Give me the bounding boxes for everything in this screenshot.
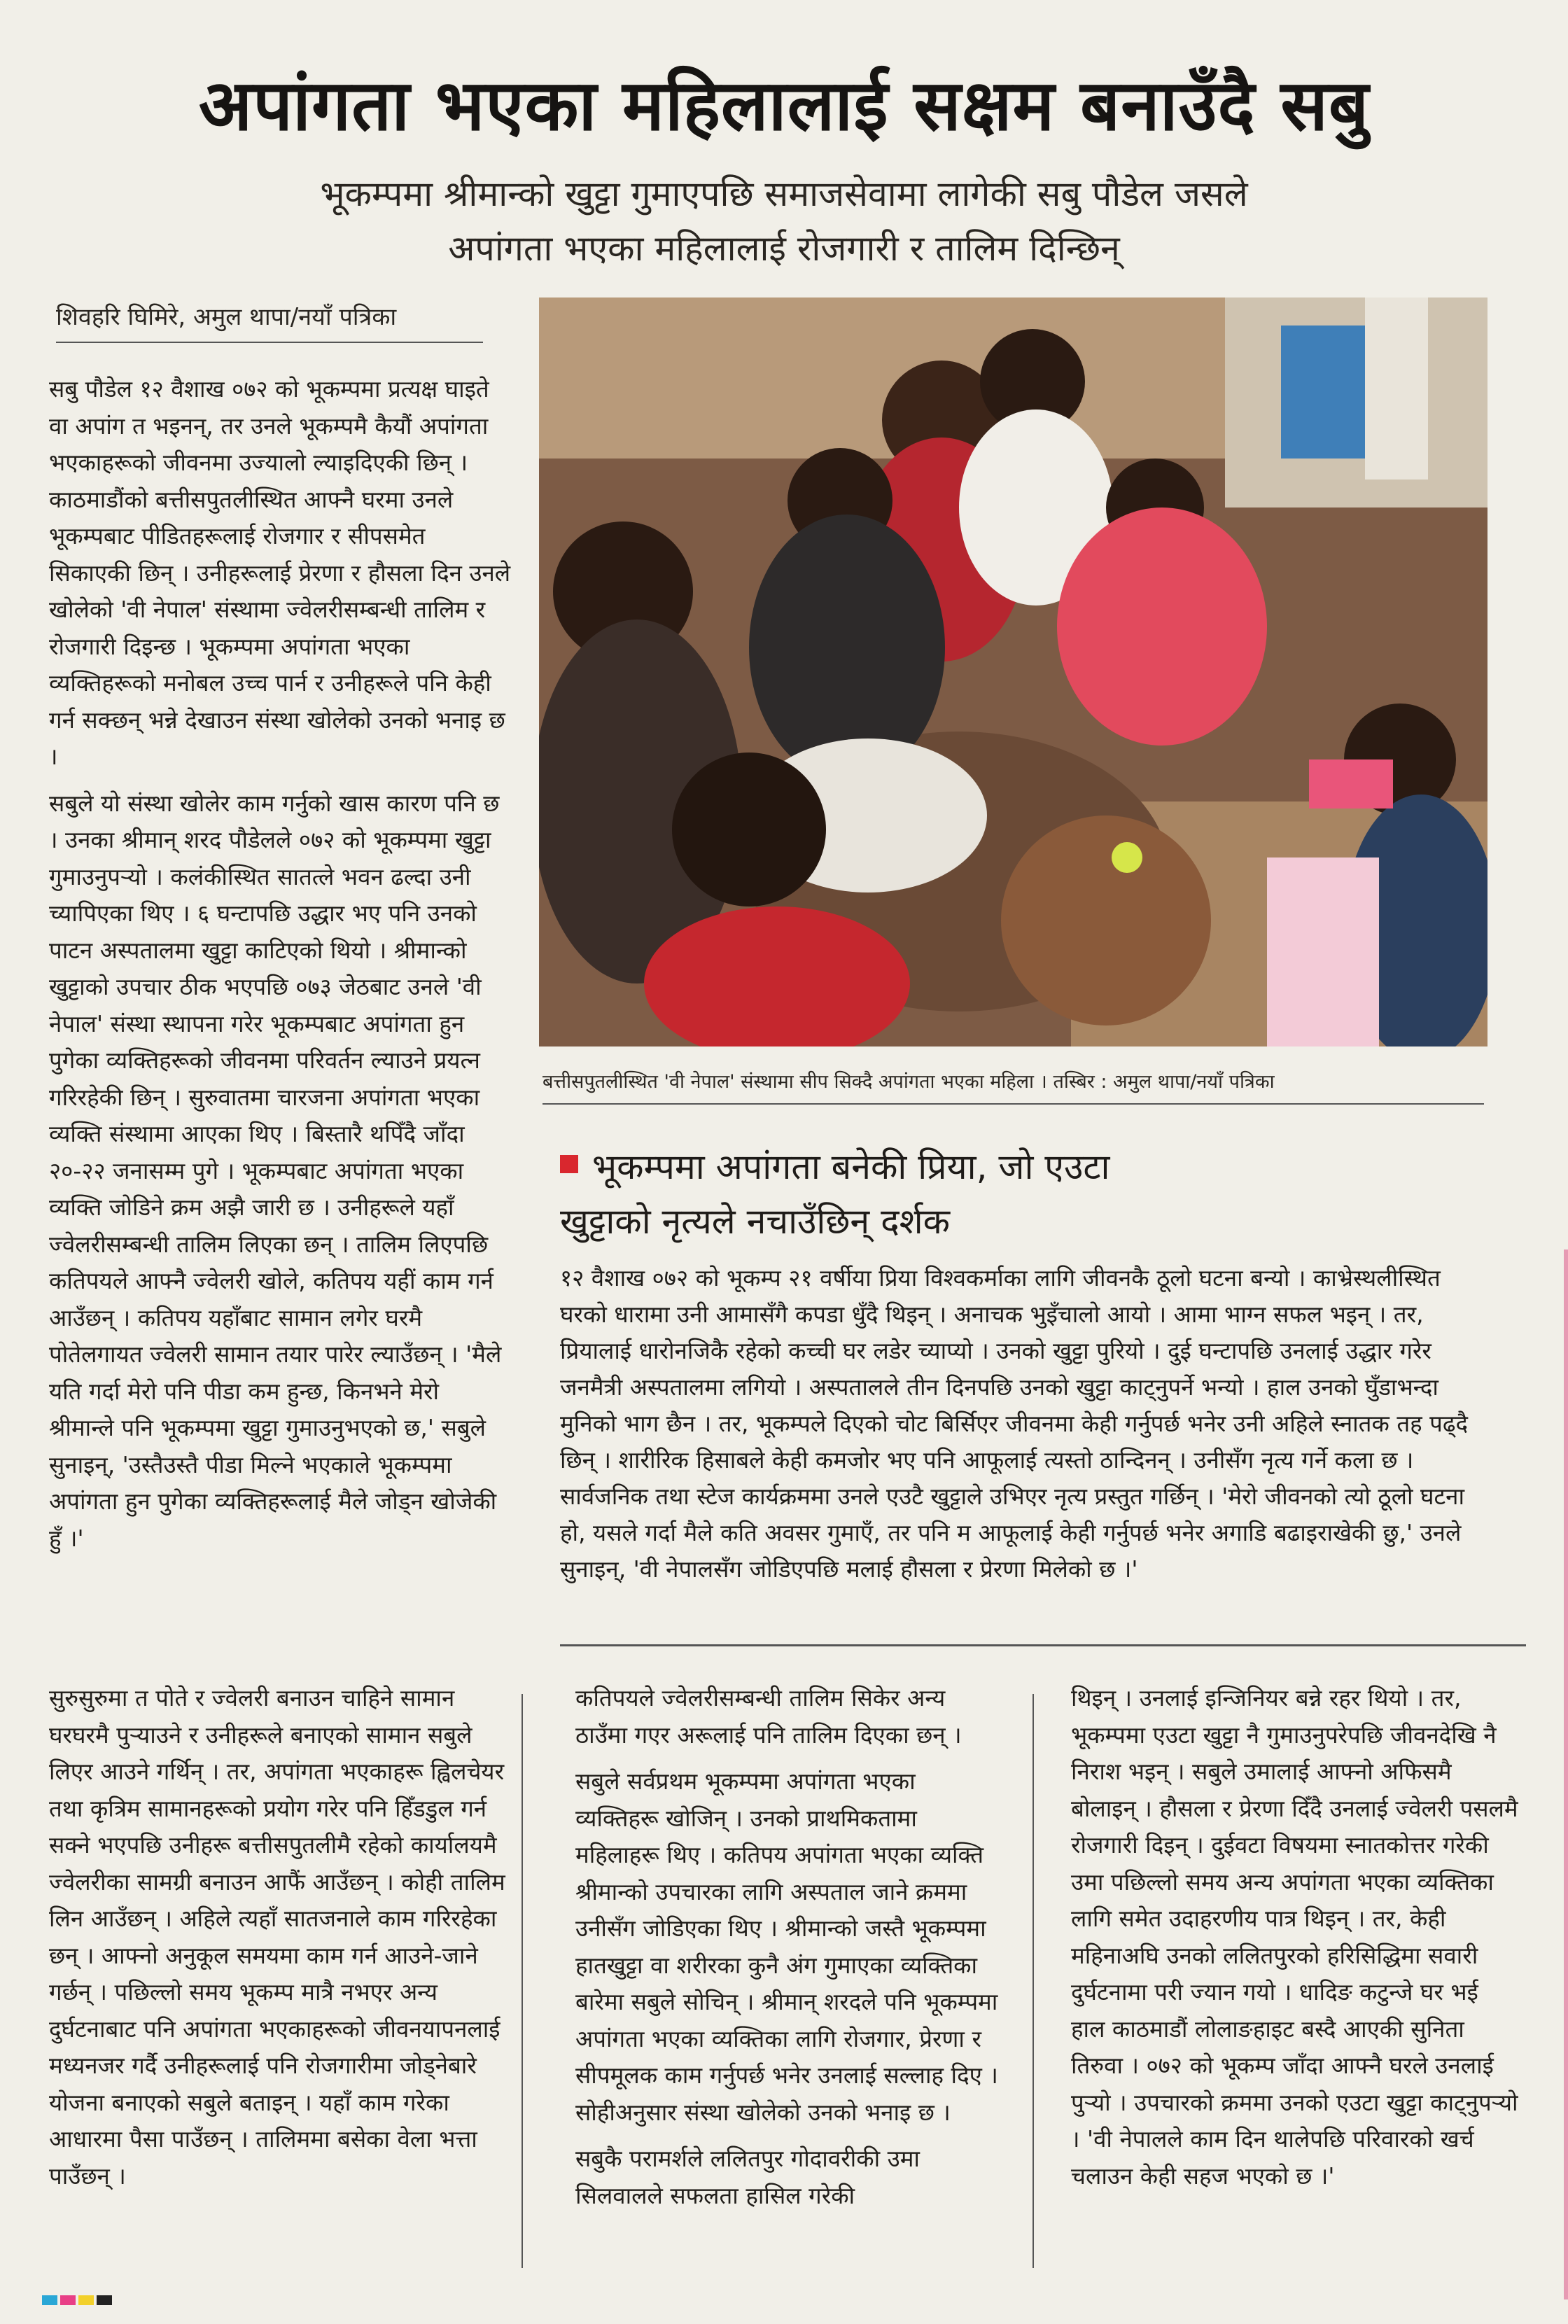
article-column-1	[49, 371, 511, 1567]
headline: अपांगता भएका महिलालाई सक्षम बनाउँदै सबु	[198, 64, 1370, 146]
sidebox-title-line-2: खुट्टाको नृत्यले नचाउँछिन् दर्शक	[560, 1201, 951, 1242]
column3-paragraph-1: थिइन् । उनलाई इन्जिनियर बन्ने रहर थियो । तर, भूकम्पमा एउटा खुट्टा नै गुमाउनुपरेपछि जीवनदेखि नै निराश भइन् । सबुले उमालाई आफ्नो अफिसमै बोलाइन् । हौसला र प्रेरणा दिँदै उनलाई ज्वेलरी पसलमै रोजगारी दिइन् । दुईवटा विषयमा स्नातकोत्तर गरेकी उमा पछिल्लो समय अन्य अपांगता भएका व्यक्तिका लागि समेत उदाहरणीय पात्र थिइन् । तर, केही महिनाअघि उनको ललितपुरको हरिसिद्धिमा सवारी दुर्घटनामा परी ज्यान गयो । धादिङ कटुन्जे घर भई हाल काठमाडौं लोलाङहाइट बस्दै आएकी सुनिता तिरुवा । ०७२ को भूकम्प जाँदा आफ्नै घरले उनलाई पुर्‍यो । उपचारको क्रममा उनको एउटा खुट्टा काट्नुपर्‍यो । 'वी नेपालले काम दिन थालेपछि परिवारको खर्च चलाउन केही सहज भएको छ ।'	[1071, 1684, 1518, 2190]
sidebox-title-line-1: भूकम्पमा अपांगता बनेकी प्रिया, जो एउटा	[560, 1140, 1484, 1194]
sidebox-bottom-rule	[560, 1644, 1526, 1646]
photo-caption: बत्तीसपुतलीस्थित 'वी नेपाल' संस्थामा सीप सिक्दै अपांगता भएका महिला । तस्बिर : अमुल थापा/नयाँ पत्रिका	[542, 1068, 1484, 1105]
article-column-2	[575, 1680, 1002, 2224]
column1-paragraph-1: सबु पौडेल १२ वैशाख ०७२ को भूकम्पमा प्रत्यक्ष घाइते वा अपांग त भइनन्, तर उनले भूकम्पमै कैयौं अपांगता भएकाहरूको जीवनमा उज्यालो ल्याइदिएकी छिन् । काठमाडौंको बत्तीसपुतलीस्थित आफ्नै घरमा उनले भूकम्पबाट पीडितहरूलाई रोजगार र सीपसमेत सिकाएकी छिन् । उनीहरूलाई प्रेरणा र हौसला दिन उनले खोलेको 'वी नेपाल' संस्थामा ज्वेलरीसम्बन्धी तालिम र रोजगारी दिइन्छ । भूकम्पमा अपांगता भएका व्यक्तिहरूको मनोबल उच्च पार्न र उनीहरूले पनि केही गर्न सक्छन् भन्ने देखाउन संस्था खोलेको उनको भनाइ छ ।	[49, 375, 511, 770]
subheadline	[84, 167, 1484, 276]
column-divider-2	[1032, 1694, 1034, 2268]
column2-paragraph-2: सबुले सर्वप्रथम भूकम्पमा अपांगता भएका व्यक्तिहरू खोजिन् । उनको प्राथमिकतामा महिलाहरू थिए । कतिपय अपांगता भएका व्यक्ति श्रीमान्को उपचारका लागि अस्पताल जाने क्रममा उनीसँग जोडिएका थिए । श्रीमान्को जस्तै भूकम्पमा हातखुट्टा वा शरीरका कुनै अंग गुमाएका व्यक्तिका बारेमा सबुले सोचिन् । श्रीमान् शरदले पनि भूकम्पमा अपांगता भएका व्यक्तिका लागि रोजगार, प्रेरणा र सीपमूलक काम गर्नुपर्छ भनेर उनलाई सल्लाह दिए । सोहीअनुसार संस्था खोलेको उनको भनाइ छ ।	[575, 1768, 998, 2126]
page-edge-rule	[1564, 1250, 1568, 2300]
article-column-1-continued	[49, 1680, 511, 2204]
photo-women-making-jewelry	[539, 298, 1488, 1046]
red-square-marker-icon	[560, 1155, 578, 1173]
byline: शिवहरि घिमिरे, अमुल थापा/नयाँ पत्रिका	[56, 300, 483, 343]
column1-paragraph-3: सुरुसुरुमा त पोते र ज्वेलरी बनाउन चाहिने सामान घरघरमै पुर्‍याउने र उनीहरूले बनाएको सामान सबुले लिएर आउने गर्थिन् । तर, अपांगता भएकाहरू ह्विलचेयर तथा कृत्रिम सामानहरूको प्रयोग गरेर पनि हिँडडुल गर्न सक्ने भएपछि उनीहरू बत्तीसपुतलीमै रहेको कार्यालयमै ज्वेलरीका सामग्री बनाउन आफैं आउँछन् । कोही तालिम लिन आउँछन् । अहिले त्यहाँ सातजनाले काम गरिरहेका छन् । आफ्नो अनुकूल समयमा काम गर्न आउने-जाने गर्छन् । पछिल्लो समय भूकम्प मात्रै नभएर अन्य दुर्घटनाबाट पनि अपांगता भएकाहरूको जीवनयापनलाई मध्यनजर गर्दै उनीहरूलाई पनि रोजगारीमा जोड्नेबारे योजना बनाएको सबुले बताइन् । यहाँ काम गरेका आधारमा पैसा पाउँछन् । तालिममा बसेका वेला भत्ता पाउँछन् ।	[49, 1684, 505, 2190]
column2-paragraph-1: कतिपयले ज्वेलरीसम्बन्धी तालिम सिकेर अन्य ठाउँमा गएर अरूलाई पनि तालिम दिएका छन् ।	[575, 1684, 962, 1749]
sidebox-body: १२ वैशाख ०७२ को भूकम्प २१ वर्षीया प्रिया विश्वकर्माका लागि जीवनकै ठूलो घटना बन्यो । काभ्रेस्थलीस्थित घरको धारामा उनी आमासँगै कपडा धुँदै थिइन् । अनाचक भुइँचालो आयो । आमा भाग्न सफल भइन् । तर, प्रियालाई धारोनजिकै रहेको कच्ची घर लडेर च्याप्यो । उनको खुट्टा पुरियो । दुई घन्टापछि उनलाई उद्धार गरेर जनमैत्री अस्पतालमा लगियो । अस्पतालले तीन दिनपछि उनको खुट्टा काट्नुपर्ने भन्यो । हाल उनको घुँडाभन्दा मुनिको भाग छैन । तर, भूकम्पले दिएको चोट बिर्सिएर जीवनमा केही गर्नुपर्छ भनेर उनी अहिले स्नातक तह पढ्दै छिन् । शारीरिक हिसाबले केही कमजोर भए पनि आफूलाई त्यस्तो ठान्दिनन् । उनीसँग नृत्य गर्ने कला छ । सार्वजनिक तथा स्टेज कार्यक्रममा उनले एउटै खुट्टाले उभिएर नृत्य प्रस्तुत गर्छिन् । 'मेरो जीवनको त्यो ठूलो घटना हो, यसले गर्दा मैले कति अवसर गुमाएँ, तर पनि म आफूलाई केही गर्नुपर्छ भनेर अगाडि बढाइराखेकी छु,' उनले सुनाइन्, 'वी नेपालसँग जोडिएपछि मलाई हौसला र प्रेरणा मिलेको छ ।'	[560, 1264, 1468, 1583]
column1-paragraph-2: सबुले यो संस्था खोलेर काम गर्नुको खास कारण पनि छ । उनका श्रीमान् शरद पौडेलले ०७२ को भूकम्पमा खुट्टा गुमाउनुपर्‍यो । कलंकीस्थित सातत्ले भवन ढल्दा उनी च्यापिएका थिए । ६ घन्टापछि उद्धार भए पनि उनको पाटन अस्पतालमा खुट्टा काटिएको थियो । श्रीमान्को खुट्टाको उपचार ठीक भएपछि ०७३ जेठबाट उनले 'वी नेपाल' संस्था स्थापना गरेर भूकम्पबाट अपांगता हुन पुगेका व्यक्तिहरूको जीवनमा परिवर्तन ल्याउने प्रयत्न गरिरहेकी छिन् । सुरुवातमा चारजना अपांगता भएका व्यक्ति संस्थामा आएका थिए । बिस्तारै थपिँदै जाँदा २०-२२ जनासम्म पुगे । भूकम्पबाट अपांगता भएका व्यक्ति जोडिने क्रम अझै जारी छ । उनीहरूले यहाँ ज्वेलरीसम्बन्धी तालिम लिएका छन् । तालिम लिएपछि कतिपयले आफ्नै ज्वेलरी खोले, कतिपय यहीं काम गर्न आउँछन् । कतिपय यहाँबाट सामान लगेर घरमै पोतेलगायत ज्वेलरी सामान तयार पारेर ल्याउँछन् । 'मैले यति गर्दा मेरो पनि पीडा कम हुन्छ, किनभने मेरो श्रीमान्ले पनि भूकम्पमा खुट्टा गुमाउनुभएको छ,' सबुले सुनाइन्, 'उस्तैउस्तै पीडा मिल्ने भएकाले भूकम्पमा अपांगता हुन पुगेका व्यक्तिहरूलाई मैले जोड्न खोजेकी हुँ ।'	[49, 789, 502, 1552]
subheadline-line-2: अपांगता भएका महिलालाई रोजगारी र तालिम दिन्छिन्	[448, 228, 1120, 269]
column-divider-1	[522, 1694, 523, 2268]
subheadline-line-1: भूकम्पमा श्रीमान्को खुट्टा गुमाएपछि समाजसेवामा लागेकी सबु पौडेल जसले	[320, 174, 1248, 214]
color-registration-marks	[42, 2292, 1526, 2306]
sidebox-title	[560, 1140, 1484, 1249]
column2-paragraph-3: सबुकै परामर्शले ललितपुर गोदावरीकी उमा सिलवालले सफलता हासिल गरेकी	[575, 2145, 920, 2209]
article-column-3	[1071, 1680, 1519, 2204]
